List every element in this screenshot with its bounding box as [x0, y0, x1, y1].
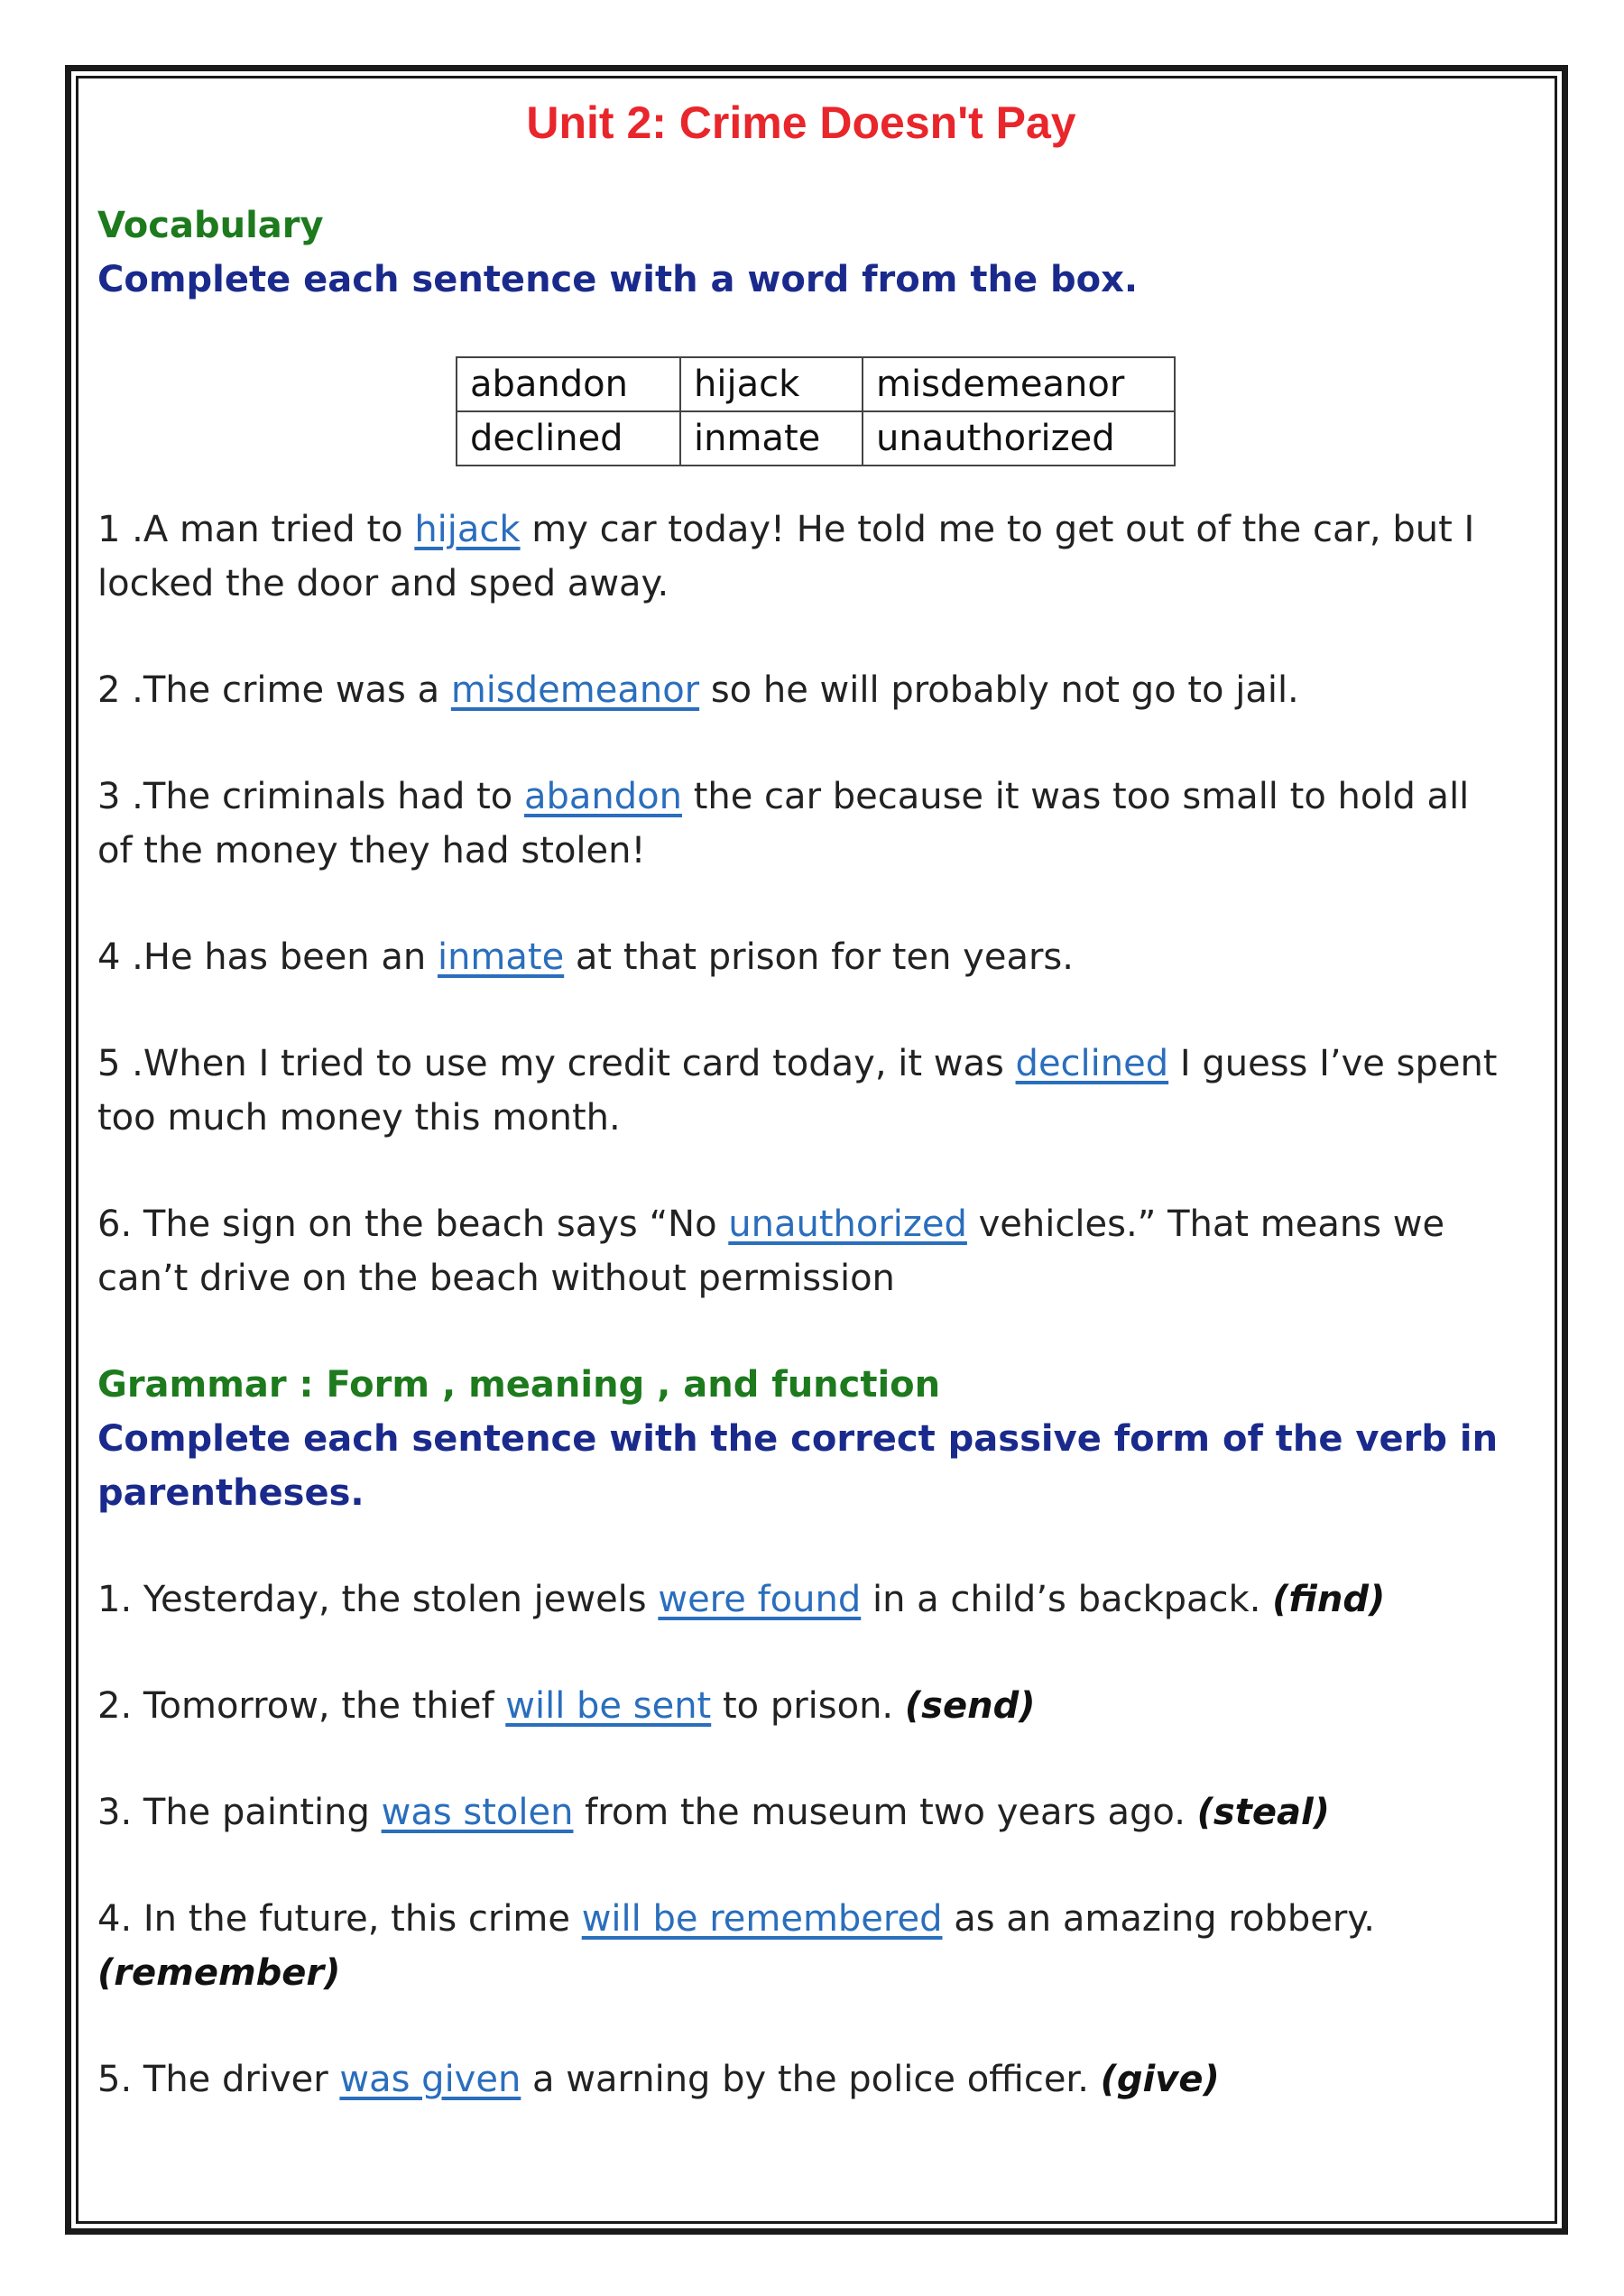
answer: unauthorized [728, 1203, 967, 1245]
sentence-text: 3. The painting [97, 1792, 382, 1833]
sentence-text: a warning by the police officer. [521, 2059, 1101, 2100]
sentence-text: 2 .The crime was a [97, 669, 451, 711]
sentence-text: 6. The sign on the beach says “No [97, 1203, 729, 1245]
grammar-sentence-1 [97, 1572, 1505, 1627]
word-box-cell: abandon [457, 357, 680, 411]
vocab-sentence-2 [97, 663, 1505, 717]
word-box-cell: hijack [680, 357, 863, 411]
grammar-sentence-4 [97, 1892, 1505, 2000]
word-box-cell: declined [457, 411, 680, 466]
grammar-sentence-5 [97, 2052, 1505, 2107]
answer: declined [1015, 1043, 1169, 1084]
answer: will be sent [505, 1685, 712, 1727]
sentence-text: 3 .The criminals had to [97, 776, 524, 817]
sentence-text: 5 .When I tried to use my credit card today, it was [97, 1043, 1016, 1084]
sentence-text: as an amazing robbery. [942, 1898, 1375, 1940]
vocabulary-heading: Vocabulary [97, 205, 324, 246]
answer: hijack [414, 509, 521, 550]
answer: inmate [437, 936, 565, 978]
answer: was stolen [381, 1792, 574, 1833]
answer: misdemeanor [450, 669, 700, 711]
verb-hint: (find) [1272, 1579, 1386, 1620]
grammar-heading: Grammar : Form , meaning , and function [97, 1364, 941, 1406]
sentence-text: 4 .He has been an [97, 936, 438, 978]
answer: will be remembered [581, 1898, 943, 1940]
sentence-text: I guess I’ve spent too much money this month. [97, 1043, 1498, 1139]
vocab-sentence-1 [97, 503, 1505, 611]
sentence-text: in a child’s backpack. [861, 1579, 1273, 1620]
verb-hint: (remember) [97, 1952, 341, 1994]
sentence-text: to prison. [711, 1685, 905, 1727]
sentence-text: vehicles.” That means we can’t drive on the beach without permission [97, 1203, 1445, 1299]
verb-hint: (send) [904, 1685, 1036, 1727]
vocab-sentence-4 [97, 930, 1505, 984]
word-box-cell: inmate [680, 411, 863, 466]
vocab-sentence-6 [97, 1197, 1505, 1305]
answer: were found [658, 1579, 862, 1620]
worksheet [97, 90, 1505, 2107]
word-box-row [457, 357, 1175, 411]
verb-hint: (steal) [1196, 1792, 1330, 1833]
sentence-text: 1 .A man tried to [97, 509, 415, 550]
answer: was given [339, 2059, 521, 2100]
sentence-text: from the museum two years ago. [573, 1792, 1197, 1833]
sentence-text: 1. Yesterday, the stolen jewels [97, 1579, 659, 1620]
word-box [456, 356, 1176, 466]
sentence-text: at that prison for ten years. [564, 936, 1074, 978]
sentence-text: so he will probably not go to jail. [699, 669, 1299, 711]
verb-hint: (give) [1100, 2059, 1220, 2100]
grammar-sentence-2 [97, 1679, 1505, 1733]
word-box-cell: unauthorized [863, 411, 1175, 466]
grammar-instruction: Complete each sentence with the correct passive form of the verb in parentheses. [97, 1418, 1499, 1514]
vocab-sentence-3 [97, 770, 1505, 878]
answer: abandon [524, 776, 682, 817]
sentence-text: 5. The driver [97, 2059, 340, 2100]
word-box-row [457, 411, 1175, 466]
vocabulary-instruction: Complete each sentence with a word from the box. [97, 259, 1139, 300]
grammar-sentence-3 [97, 1785, 1505, 1840]
word-box-cell: misdemeanor [863, 357, 1175, 411]
sentence-text: 2. Tomorrow, the thief [97, 1685, 506, 1727]
sentence-text: the car because it was too small to hold all of the money they had stolen! [97, 776, 1470, 871]
sentence-text: my car today! He told me to get out of the car, but I locked the door and sped away. [97, 509, 1475, 604]
vocab-sentence-5 [97, 1037, 1505, 1145]
page-title: Unit 2: Crime Doesn't Pay [526, 97, 1076, 148]
sentence-text: 4. In the future, this crime [97, 1898, 582, 1940]
